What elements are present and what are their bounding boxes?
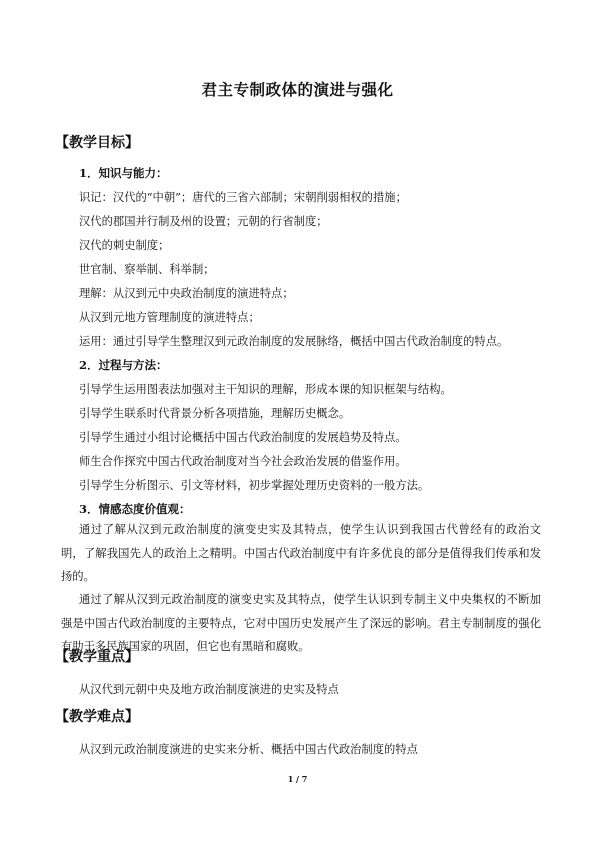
knowledge-line: 运用：通过引导学生整理汉到元政治制度的发展脉络，概括中国古代政治制度的特点。: [79, 335, 509, 348]
knowledge-line: 世官制、察举制、科举制；: [79, 263, 215, 276]
section-heading-difficulties: 【教学难点】: [55, 709, 139, 725]
process-line: 引导学生运用图表法加强对主干知识的理解，形成本课的知识框架与结构。: [79, 383, 452, 396]
subheading-knowledge: 1．知识与能力：: [79, 166, 168, 180]
knowledge-line: 从汉到元地方管理制度的演进特点；: [79, 311, 260, 324]
knowledge-line: 识记：汉代的“中朝”；唐代的三省六部制；宋朝削弱相权的措施；: [79, 191, 407, 204]
key-points-text: 从汉代到元朝中央及地方政治制度演进的史实及特点: [79, 683, 339, 696]
knowledge-line: 汉代的刺史制度；: [79, 239, 170, 252]
section-heading-goals: 【教学目标】: [55, 135, 139, 151]
knowledge-line: 理解：从汉到元中央政治制度的演进特点；: [79, 287, 294, 300]
values-paragraph: 通过了解从汉到元政治制度的演变史实及其特点，使学生认识到专制主义中央集权的不断加强是中国古代政治制度的主要特点，它对中国历史发展产生了深远的影响。君主专制制度的强化有助于多民族国家的巩固，但它也有黑暗和腐败。: [61, 593, 541, 653]
document-title: 君主专制政体的演进与强化: [201, 80, 394, 99]
process-line: 引导学生分析图示、引文等材料，初步掌握处理历史资料的一般方法。: [79, 479, 430, 492]
knowledge-line: 汉代的郡国并行制及州的设置；元朝的行省制度；: [79, 215, 328, 228]
subheading-process: 2．过程与方法：: [79, 358, 168, 372]
process-line: 师生合作探究中国古代政治制度对当今社会政治发展的借鉴作用。: [79, 455, 407, 468]
page-number: 1 / 7: [287, 774, 308, 784]
difficulties-text: 从汉到元政治制度演进的史实来分析、概括中国古代政治制度的特点: [79, 743, 418, 756]
process-line: 引导学生通过小组讨论概括中国古代政治制度的发展趋势及特点。: [79, 431, 407, 444]
section-heading-key-points: 【教学重点】: [55, 649, 139, 665]
subheading-values: 3．情感态度价值观：: [79, 502, 191, 516]
process-line: 引导学生联系时代背景分析各项措施，理解历史概念。: [79, 407, 351, 420]
values-paragraph: 通过了解从汉到元政治制度的演变史实及其特点，使学生认识到我国古代曾经有的政治文明，了解我国先人的政治上之精明。中国古代政治制度中有许多优良的部分是值得我们传承和发扬的。: [61, 523, 541, 583]
